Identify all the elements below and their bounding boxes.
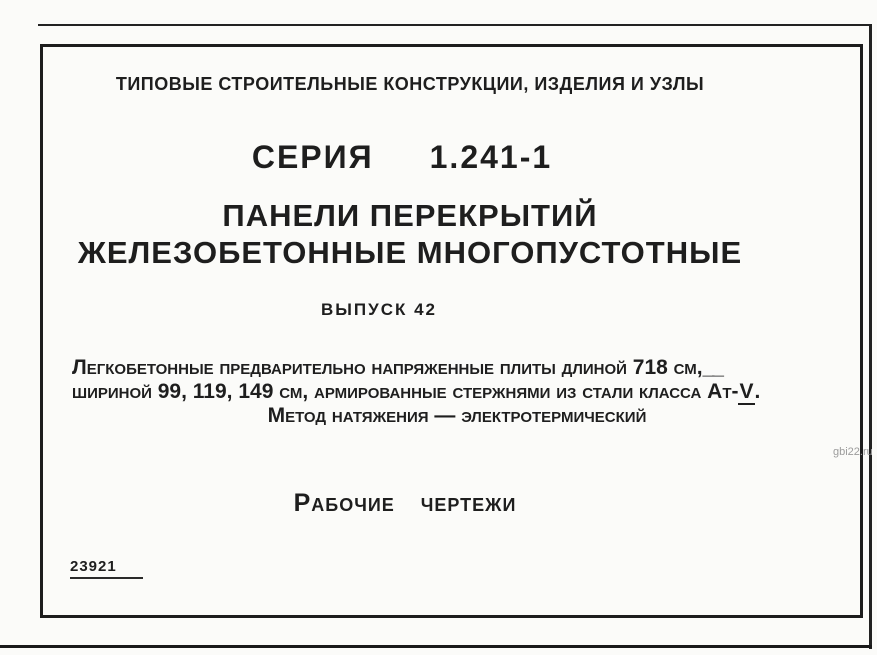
- inventory-number: 23921: [70, 558, 143, 579]
- description-paragraph: [72, 356, 812, 428]
- series-label: СЕРИЯ: [251, 139, 374, 175]
- border-frame: [40, 44, 863, 618]
- steel-class-underlined: V: [739, 380, 754, 403]
- main-title-line2: ЖЕЛЕЗОБЕТОННЫЕ МНОГОПУСТОТНЫЕ: [77, 235, 743, 270]
- subtitle-working-drawings: Рабочие чертежи: [293, 489, 517, 517]
- right-rule: [869, 24, 872, 649]
- description-line1: Легкобетонные предварительно напряженные плиты длиной 718 см,__: [72, 356, 722, 379]
- main-title: [65, 197, 755, 271]
- watermark: gbi22.ru: [833, 446, 873, 458]
- document-category: ТИПОВЫЕ СТРОИТЕЛЬНЫЕ КОНСТРУКЦИИ, ИЗДЕЛИЯ И УЗЛЫ: [115, 74, 705, 94]
- series-line: [57, 139, 747, 176]
- bottom-rule: [0, 645, 872, 648]
- description-line2: шириной 99, 119, 149 см, армированные стержнями из стали класса Ат-V.: [72, 380, 761, 403]
- series-number: 1.241-1: [429, 139, 553, 175]
- main-title-line1: ПАНЕЛИ ПЕРЕКРЫТИЙ: [222, 198, 598, 233]
- issue-number: ВЫПУСК 42: [321, 300, 437, 319]
- trailing-underscore: __: [702, 356, 722, 379]
- description-line3: Метод натяжения — электротермический: [267, 404, 647, 427]
- top-rule: [38, 24, 872, 26]
